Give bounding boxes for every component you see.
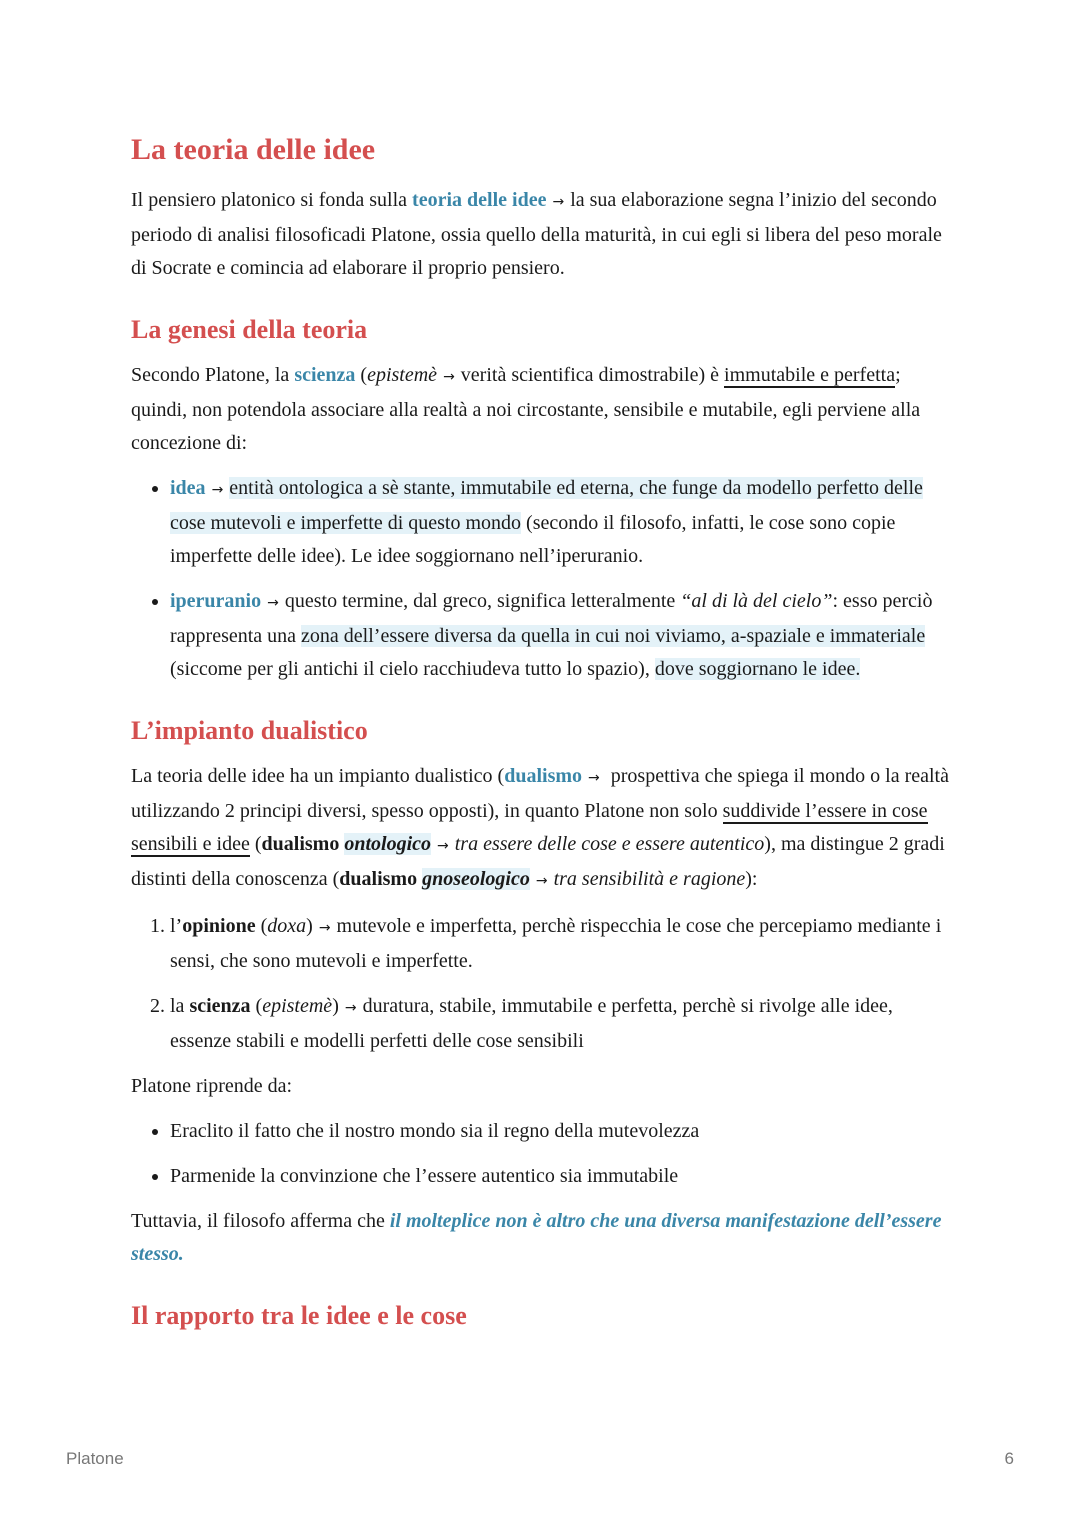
section-title: La teoria delle idee: [131, 133, 376, 166]
section-rapporto: [131, 1297, 951, 1335]
highlighted-text: zona dell’essere diversa da quella in cui noi viviamo, a-spaziale e immateriale: [301, 625, 926, 647]
page-number: 6: [1004, 1449, 1014, 1468]
underlined-text: immutabile e perfetta: [724, 364, 896, 386]
paragraph: Tuttavia, il filosofo afferma che il molteplice non è altro che una diversa manifestazione dell’essere stesso.: [131, 1210, 942, 1265]
list-item-eraclito: • Eraclito il fatto che il nostro mondo sia il regno della mutevolezza: [170, 1115, 951, 1148]
arrow-icon: →: [588, 770, 600, 786]
quote: “al di là del cielo”: [680, 590, 833, 612]
term-teoria-delle-idee: teoria delle idee: [412, 189, 547, 211]
footer-doc-title: Platone: [66, 1449, 124, 1468]
term-dualismo: dualismo: [504, 765, 583, 787]
list-item-parmenide: • Parmenide la convinzione che l’essere autentico sia immutabile: [170, 1160, 951, 1193]
term-iperuranio: iperuranio: [170, 590, 262, 612]
arrow-icon: →: [437, 838, 449, 854]
paragraph: Il pensiero platonico si fonda sulla teoria delle idee → la sua elaborazione segna l’inizio del secondo periodo di analisi filosoficadi Platone, ossia quello della maturità, in cui egli si libera del peso morale di Socrate e comincia ad elaborare il proprio pensiero.: [131, 189, 942, 279]
highlighted-text: dove soggiornano le idee.: [654, 658, 861, 680]
list-item-idea: • idea → entità ontologica a sè stante, immutabile ed eterna, che funge da modello perfetto delle cose mutevoli e imperfette di questo mondo (secondo il filosofo, infatti, le cose sono copie imperfette delle idee). Le idee soggiornano nell’iperuranio.: [170, 472, 951, 573]
arrow-icon: →: [443, 369, 455, 385]
highlighted-text: entità ontologica a sè stante, immutabile ed eterna, che funge da modello perfetto delle cose mutevoli e imperfette di questo mondo: [170, 477, 923, 534]
arrow-icon: →: [318, 920, 331, 936]
term-idea: idea: [170, 477, 206, 499]
arrow-icon: →: [535, 873, 548, 889]
paragraph: Platone riprende da:: [131, 1075, 293, 1097]
highlighted-text: gnoseologico: [422, 868, 530, 890]
arrow-icon: →: [267, 595, 279, 611]
paragraph: La teoria delle idee ha un impianto dualistico (dualismo → prospettiva che spiega il mondo o la realtà utilizzando 2 principi diversi, spesso opposti), in quanto Platone non solo suddivide l’essere in cose sensibili e idee (dualismo ontologico → tra essere delle cose e essere autentico), ma distingue 2 gradi distinti della conoscenza (dualismo gnoseologico → tra sensibilità e ragione):: [131, 765, 949, 890]
paragraph: Secondo Platone, la scienza (epistemè → verità scientifica dimostrabile) è immutabile e perfetta; quindi, non potendola associare alla realtà a noi circostante, sensibile e mutabile, egli perviene alla concezione di:: [131, 364, 921, 454]
page-content: [131, 128, 951, 1361]
section-dualismo: [131, 712, 951, 1271]
section-genesi: [131, 311, 951, 686]
arrow-icon: →: [211, 482, 224, 498]
arrow-icon: →: [344, 1000, 357, 1016]
section-title: Il rapporto tra le idee e le cose: [131, 1301, 467, 1330]
key-statement: il molteplice non è altro che una diversa manifestazione dell’essere stesso.: [131, 1210, 942, 1265]
section-title: La genesi della teoria: [131, 315, 368, 344]
list-item-scienza: 2. la scienza (epistemè) → duratura, stabile, immutabile e perfetta, perchè si rivolge alle idee, essenze stabili e modelli perfetti delle cose sensibili: [170, 990, 951, 1058]
arrow-icon: →: [552, 194, 565, 210]
concept-list: [131, 472, 951, 686]
list-item-opinione: 1. l’opinione (doxa) → mutevole e imperfetta, perchè rispecchia le cose che percepiamo mediante i sensi, che sono mutevoli e imperfette.: [170, 910, 951, 978]
highlighted-text: ontologico: [344, 833, 432, 855]
knowledge-list: [131, 910, 951, 1058]
underlined-text: suddivide l’essere in cose sensibili e idee: [131, 800, 928, 855]
section-teoria-idee: [131, 128, 951, 285]
sources-list: [131, 1115, 951, 1193]
term-scienza: scienza: [294, 364, 356, 386]
list-item-iperuranio: • iperuranio → questo termine, dal greco, significa letteralmente “al di là del cielo”: esso perciò rappresenta una zona dell’essere diversa da quella in cui noi viviamo, a-spaziale e immateriale (siccome per gli antichi il cielo racchiudeva tutto lo spazio), dove soggiornano le idee.: [170, 585, 951, 686]
section-title: L’impianto dualistico: [131, 716, 368, 745]
